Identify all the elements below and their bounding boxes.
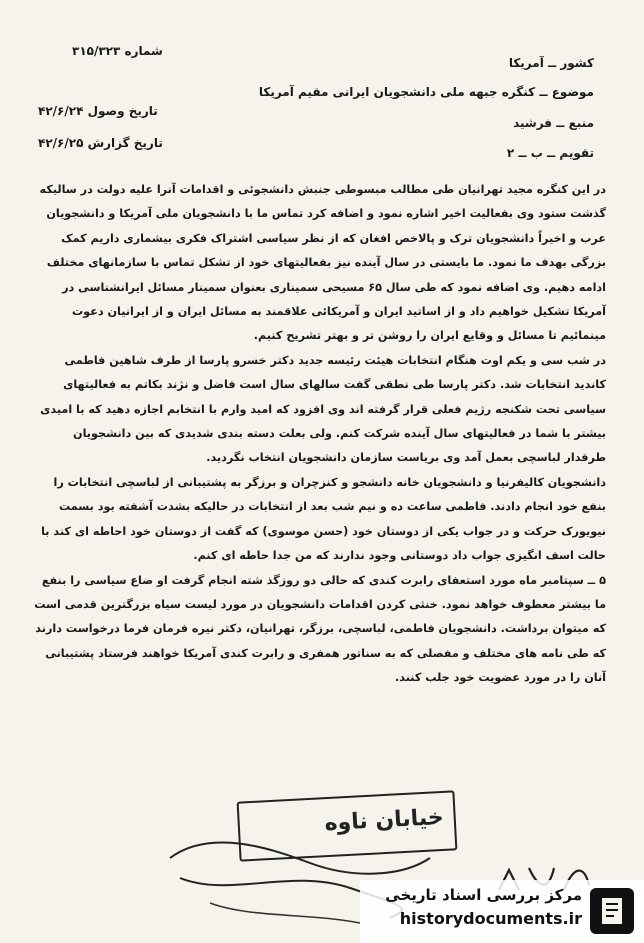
subject-line: موضوع ــ کنگره جبهه ملی دانشجویان ایرانی مقیم آمریکا <box>258 85 594 99</box>
received-date: تاریخ وصول ۴۲/۶/۲۴ <box>38 104 158 118</box>
watermark-title: مرکز بررسی اسناد تاریخی <box>385 886 582 904</box>
stamp-text: خیابان ناوه <box>323 804 445 837</box>
document-number: شماره ۳۱۵/۳۲۳ <box>72 44 163 58</box>
body-paragraph: در این کنگره مجید تهرانیان طی مطالب مبسوطی جنبش دانشجوئی و اقدامات آنرا علیه دولت در سالیکه گذشت ستود وی بفعالیت اخیر اشاره نمود و اضافه کرد تماس ما با دانشجویان ملی آمریکا و دانشجویان عرب و اخیراً دانشجویان ترک و پالاخص افغان که از نظر سیاسی اشتراک فکری بیشماری داریم کمک بزرگی بهدف ما نمود. ما بایستی در سال آینده نیز بفعالیتهای خود از تشکل تماس با سازمانهای مختلف ادامه دهیم. وی اضافه نمود که طی سال ۶۵ مسیحی سمیناری بعنوان سمینار مسائل ایرانشناسی در آمریکا تشکیل خواهیم داد و از اساتید ایران و آمریکائی علاقمند به مسائل ایران و از ایرانیان دعوت مینمائیم تا مسائل و وقایع ایران را روشن تر و بهتر تشریح کنیم. <box>39 183 606 343</box>
grade-line: تقویم ــ ب ــ ۲ <box>506 146 594 160</box>
document-body <box>30 178 606 691</box>
body-paragraph: دانشجویان کالیفرنیا و دانشجویان خانه دانشجو و کنزچران و برزگر به پشتیبانی از لباسچی انتخابات را بنفع خود انجام دادند. فاطمی ساعت ده و نیم شب بعد از انتخابات در حالیکه بشدت آشفته بود بسمت نیویورک حرکت و در جواب یکی از دوستان خود (حسن موسوی) که گفت از دوستان خود احاطه ای کند با حالت اسف انگیزی جواب داد دوستانی وجود ندارند که من جدا حاطه ای کنم. <box>41 475 606 563</box>
report-date: تاریخ گزارش ۴۲/۶/۲۵ <box>38 136 163 150</box>
watermark-url: historydocuments.ir <box>399 909 582 928</box>
source-line: منبع ــ فرشید <box>513 116 594 130</box>
scroll-book-icon <box>588 886 636 936</box>
stamp <box>237 790 458 861</box>
body-paragraph: در شب سی و یکم اوت هنگام انتخابات هیئت رئیسه جدید دکتر خسرو پارسا از طرف شاهین فاطمی کاندید انتخابات شد. دکتر پارسا طی نطقی گفت سالهای سال است فاضل و نژند بکاتم به فعالیتهای سیاسی تحت شکنجه رژیم فعلی قرار گرفته اند وی افزود که امید وارم با انتخابم اجازه دهید که با امیدی بیشتر با شما در فعالیتهای سال آینده شرکت کنم. ولی بعلت دسته بندی شدیدی که بین دانشجویان طرفدار لباسچی بعمل آمد وی بریاست سازمان دانشجویان انتخاب نگردید. <box>40 353 606 465</box>
body-paragraph: ۵ ــ سپتامبر ماه مورد استعفای رابرت کندی که حالی دو روزگذ شته انجام گرفت او ضاع سیاسی را بنفع ما بیشتر معطوف خواهد نمود. خنثی کردن اقدامات دانشجویان در مورد لیست سیاه بزرگترین قدمی است که میتوان برداشت. دانشجویان فاطمی، لباسچی، برزگر، تهرانیان، دکتر نیره فرمان فرما درخواست دارند که طی نامه های مختلف و مفصلی که به سناتور همفری و رابرت کندی آمریکا خواهند فرستاد پشتیبانی آنان را در مورد عضویت خود جلب کنند. <box>34 573 606 685</box>
watermark <box>360 880 644 943</box>
country-line: کشور ــ آمریکا <box>508 56 594 70</box>
